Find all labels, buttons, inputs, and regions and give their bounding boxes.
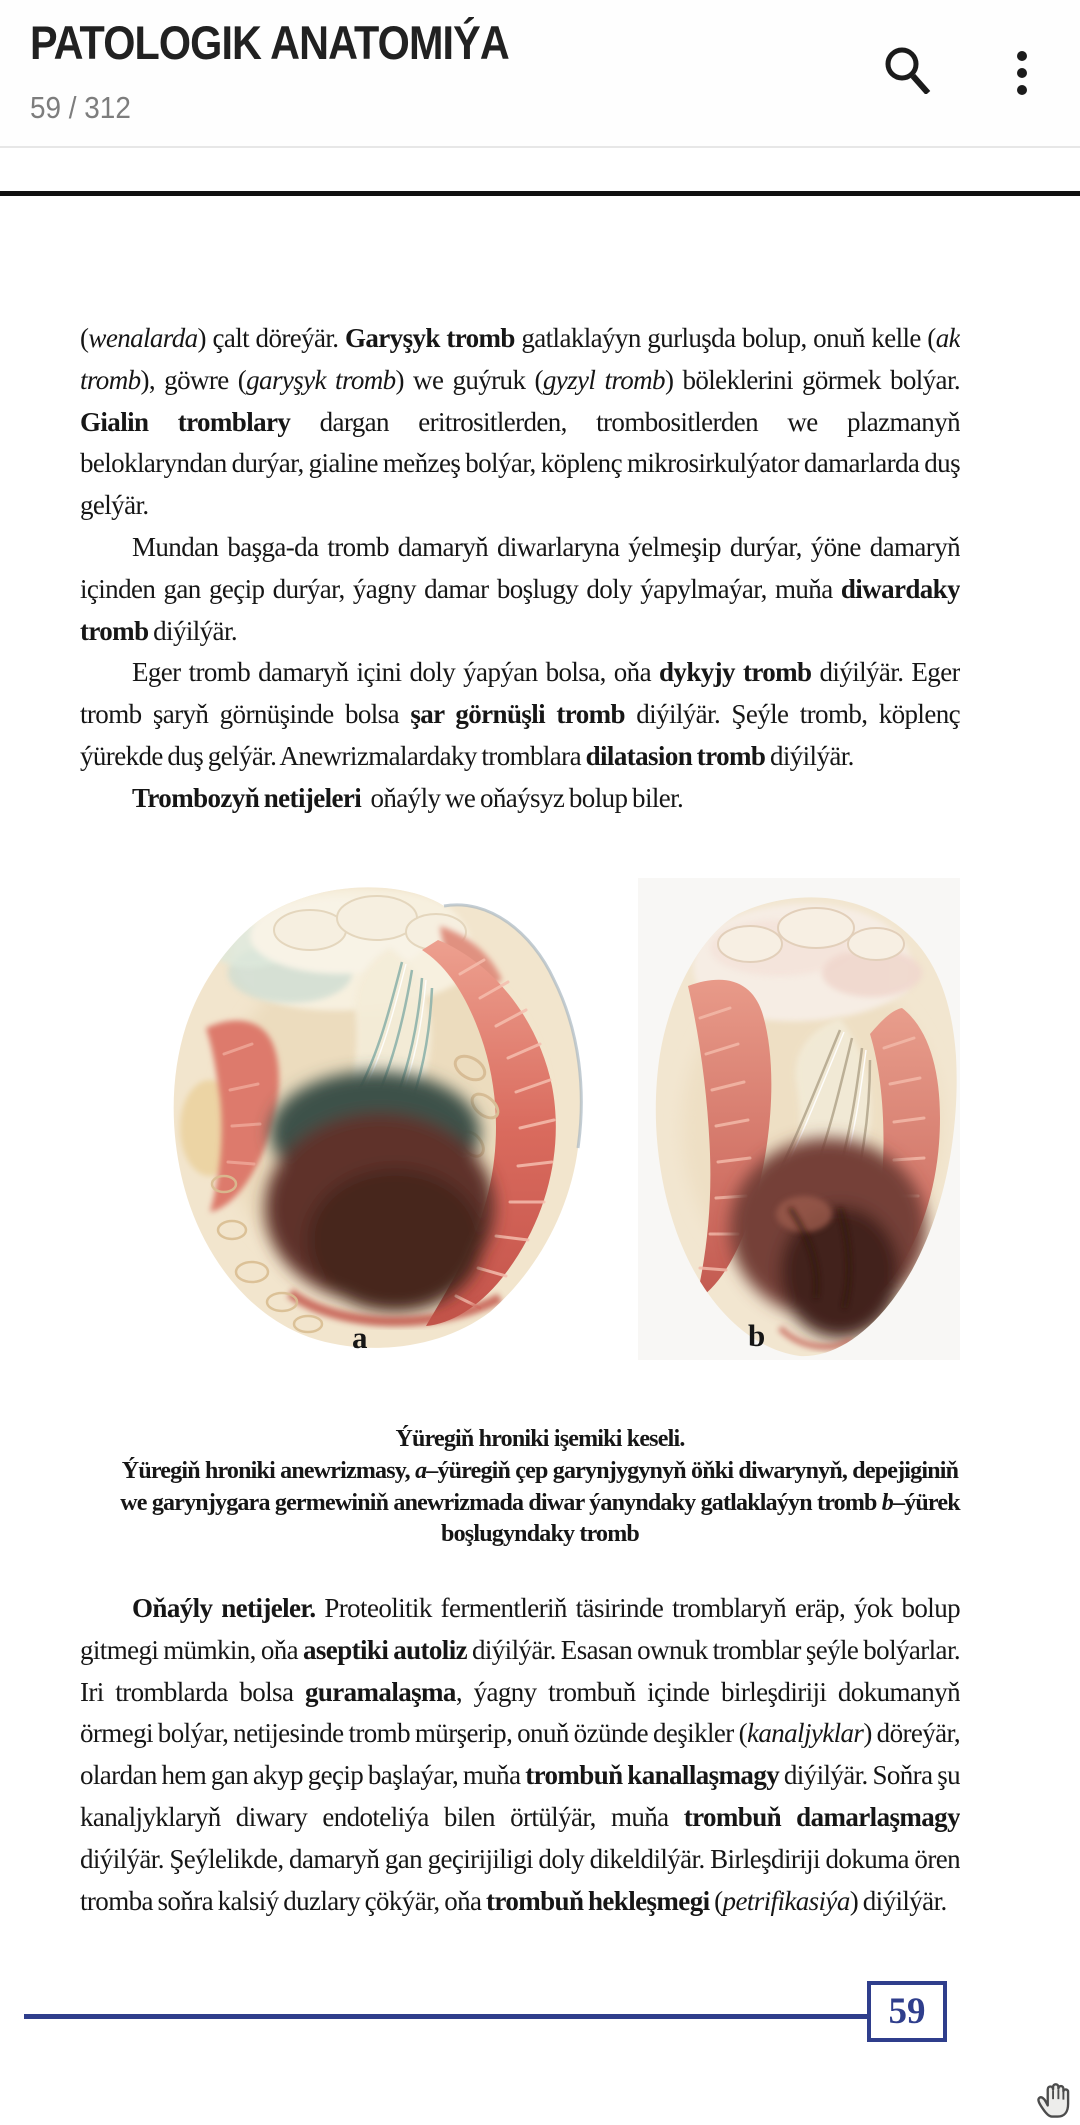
appbar-divider (0, 146, 1080, 148)
paragraph: Oňaýly netijeler. Proteolitik fermentleriň täsirinde tromblaryň eräp, ýok bolup gitmegi mümkin, oňa aseptiki autoliz diýilýär. Esasan ownuk tromblar şeýle bolýarlar. Iri tromblarda bolsa guramalaşma, ýagny trombuň içinde birleşdiriji dokumanyň örmegi bolýar, netijesinde tromb mürşerip, onuň özünde deşikler (kanaljyklar) döreýär, olardan hem gan akyp geçip başlaýar, muňa trombuň kanallaşmagy diýilýär. Soňra şu kanaljyklaryň diwary endoteliýa bilen örtülýär, muňa trombuň damarlaşmagy diýilýär. Şeýlelikde, damaryň gan geçirijiligi doly dikeldilýär. Birleşdiriji dokuma ören tromba soňra kalsiý duzlary çökýär, oňa trombuň hekleşmegi (petrifikasiýa) diýilýär. (80, 1593, 960, 1916)
caption-line: we garynjygara germewiniň anewrizmada diwar ýanyndaky gatlaklaýyn tromb b–ýürek (120, 1489, 960, 1516)
body-text-block-2 (80, 1588, 960, 1978)
document-title: PATOLOGIK ANATOMIÝA (30, 16, 509, 69)
grab-hand-cursor-icon (1028, 2078, 1080, 2125)
footer-rule (24, 2014, 867, 2019)
figure-label-a: a (352, 1320, 368, 1355)
page-number-box (867, 1981, 947, 2042)
overflow-menu-button[interactable] (1006, 46, 1038, 98)
page-edge-line (0, 191, 1080, 196)
heart-illustration (140, 878, 960, 1360)
kebab-menu-icon (1006, 86, 1038, 101)
figure-caption (60, 1424, 1020, 1551)
paragraph: Trombozyň netijeleri oňaýly we oňaýsyz bolup biler. (132, 782, 684, 813)
paragraph: (wenalarda) çalt döreýär. Garyşyk tromb gatlaklaýyn gurluşda bolup, onuň kelle (ak tromb), göwre (garyşyk tromb) we guýruk (gyzyl tromb) böleklerini görmek bolýar. Gialin tromblary dargan eritrositlerden, trombositlerden we plazmanyň beloklaryndan durýar, gialine meňzeş bolýar, köplenç mikrosirkulýator damarlarda duş gelýär. (80, 323, 960, 521)
page-indicator: 59 / 312 (30, 90, 131, 125)
search-icon (880, 82, 934, 97)
body-text-block-1 (80, 318, 960, 830)
caption-line: boşlugyndaky tromb (441, 1521, 639, 1548)
caption-line: Ýüregiň hroniki anewrizmasy, a–ýüregiň çep garynjygynyň öňki diwarynyň, depejiginiň (121, 1457, 959, 1484)
paragraph: Eger tromb damaryň içini doly ýapýan bolsa, oňa dykyjy tromb diýilýär. Eger tromb şaryň görnüşinde bolsa şar görnüşli tromb diýilýär. Şeýle tromb, köplenç ýürekde duş gelýär. Anewrizmalardaky tromblara dilatasion tromb diýilýär. (80, 657, 960, 771)
search-button[interactable] (880, 40, 934, 94)
page-number: 59 (888, 1991, 926, 2032)
figure-label-b: b (748, 1318, 766, 1353)
caption-line: Ýüregiň hroniki işemiki keseli. (395, 1426, 685, 1452)
paragraph: Mundan başga-da tromb damaryň diwarlaryna ýelmeşip durýar, ýöne damaryň içinden gan geçip durýar, ýagny damar boşlugy doly ýapylmaýar, muňa diwardaky tromb diýilýär. (80, 531, 960, 646)
app-bar (0, 0, 1080, 146)
